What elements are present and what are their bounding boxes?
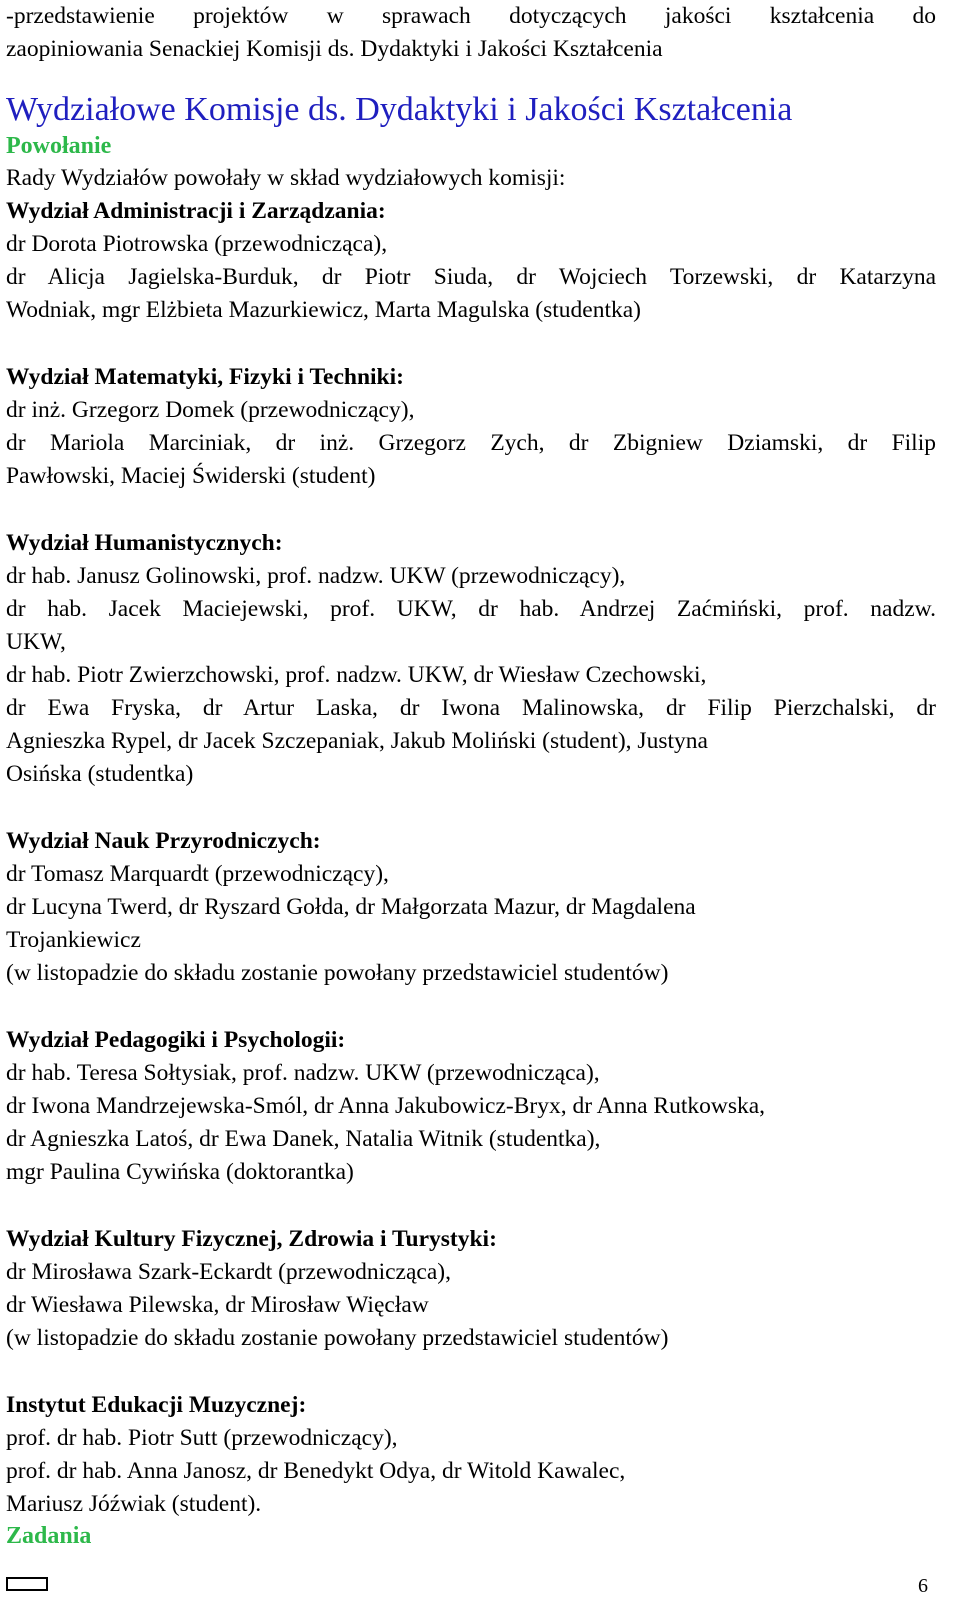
faculty-name-music: Instytut Edukacji Muzycznej: bbox=[6, 1392, 307, 1418]
page-number: 6 bbox=[918, 1575, 928, 1597]
member-line: prof. dr hab. Anna Janosz, dr Benedykt Odya, dr Witold Kawalec, bbox=[6, 1458, 626, 1484]
faculty-name-admin: Wydział Administracji i Zarządzania: bbox=[6, 198, 386, 224]
section-subtitle-appointment: Powołanie bbox=[6, 133, 112, 159]
member-line: dr hab. Jacek Maciejewski, prof. UKW, dr hab. Andrzej Zaćmiński, prof. nadzw. bbox=[6, 596, 936, 622]
member-line: dr Agnieszka Latoś, dr Ewa Danek, Natalia Witnik (studentka), bbox=[6, 1126, 601, 1152]
member-line: dr Wiesława Pilewska, dr Mirosław Więcław bbox=[6, 1292, 429, 1318]
member-line: prof. dr hab. Piotr Sutt (przewodniczący), bbox=[6, 1425, 398, 1451]
member-line: (w listopadzie do składu zostanie powołany przedstawiciel studentów) bbox=[6, 960, 669, 986]
document-body bbox=[6, 0, 936, 1552]
member-line: Mariusz Jóźwiak (student). bbox=[6, 1491, 262, 1517]
member-line: Pawłowski, Maciej Świderski (student) bbox=[6, 463, 376, 489]
member-line: dr Dorota Piotrowska (przewodnicząca), bbox=[6, 231, 388, 257]
member-line: mgr Paulina Cywińska (doktorantka) bbox=[6, 1159, 354, 1185]
member-line: dr hab. Teresa Sołtysiak, prof. nadzw. UKW (przewodnicząca), bbox=[6, 1060, 600, 1086]
section-subtitle-tasks: Zadania bbox=[6, 1523, 92, 1549]
member-line: dr Alicja Jagielska-Burduk, dr Piotr Siuda, dr Wojciech Torzewski, dr Katarzyna bbox=[6, 264, 936, 290]
section-title: Wydziałowe Komisje ds. Dydaktyki i Jakości Kształcenia bbox=[6, 91, 793, 128]
member-line: (w listopadzie do składu zostanie powołany przedstawiciel studentów) bbox=[6, 1325, 669, 1351]
member-line: dr Tomasz Marquardt (przewodniczący), bbox=[6, 861, 389, 887]
member-line: UKW, bbox=[6, 629, 66, 655]
member-line: dr inż. Grzegorz Domek (przewodniczący), bbox=[6, 397, 415, 423]
member-line: Agnieszka Rypel, dr Jacek Szczepaniak, Jakub Moliński (student), Justyna bbox=[6, 728, 708, 754]
member-line: dr hab. Janusz Golinowski, prof. nadzw. UKW (przewodniczący), bbox=[6, 563, 626, 589]
footer-box bbox=[6, 1577, 48, 1591]
faculty-name-pedagogy: Wydział Pedagogiki i Psychologii: bbox=[6, 1027, 346, 1053]
member-line: dr Ewa Fryska, dr Artur Laska, dr Iwona Malinowska, dr Filip Pierzchalski, dr bbox=[6, 695, 936, 721]
faculty-name-sport: Wydział Kultury Fizycznej, Zdrowia i Turystyki: bbox=[6, 1226, 497, 1252]
intro-line: zaopiniowania Senackiej Komisji ds. Dydaktyki i Jakości Kształcenia bbox=[6, 36, 663, 62]
member-line: dr Mirosława Szark-Eckardt (przewodnicząca), bbox=[6, 1259, 451, 1285]
member-line: dr Lucyna Twerd, dr Ryszard Gołda, dr Małgorzata Mazur, dr Magdalena bbox=[6, 894, 696, 920]
member-line: Wodniak, mgr Elżbieta Mazurkiewicz, Marta Magulska (studentka) bbox=[6, 297, 642, 323]
member-line: dr Iwona Mandrzejewska-Smól, dr Anna Jakubowicz-Bryx, dr Anna Rutkowska, bbox=[6, 1093, 766, 1119]
faculty-name-math: Wydział Matematyki, Fizyki i Techniki: bbox=[6, 364, 404, 390]
member-line: Trojankiewicz bbox=[6, 927, 141, 953]
member-line: dr Mariola Marciniak, dr inż. Grzegorz Zych, dr Zbigniew Dziamski, dr Filip bbox=[6, 430, 936, 456]
faculty-name-nature: Wydział Nauk Przyrodniczych: bbox=[6, 828, 321, 854]
intro-line: -przedstawienie projektów w sprawach dotyczących jakości kształcenia do bbox=[6, 3, 936, 29]
faculty-name-humanities: Wydział Humanistycznych: bbox=[6, 530, 283, 556]
member-line: Osińska (studentka) bbox=[6, 761, 194, 787]
member-line: dr hab. Piotr Zwierzchowski, prof. nadzw. UKW, dr Wiesław Czechowski, bbox=[6, 662, 707, 688]
section-intro: Rady Wydziałów powołały w skład wydziałowych komisji: bbox=[6, 165, 566, 191]
